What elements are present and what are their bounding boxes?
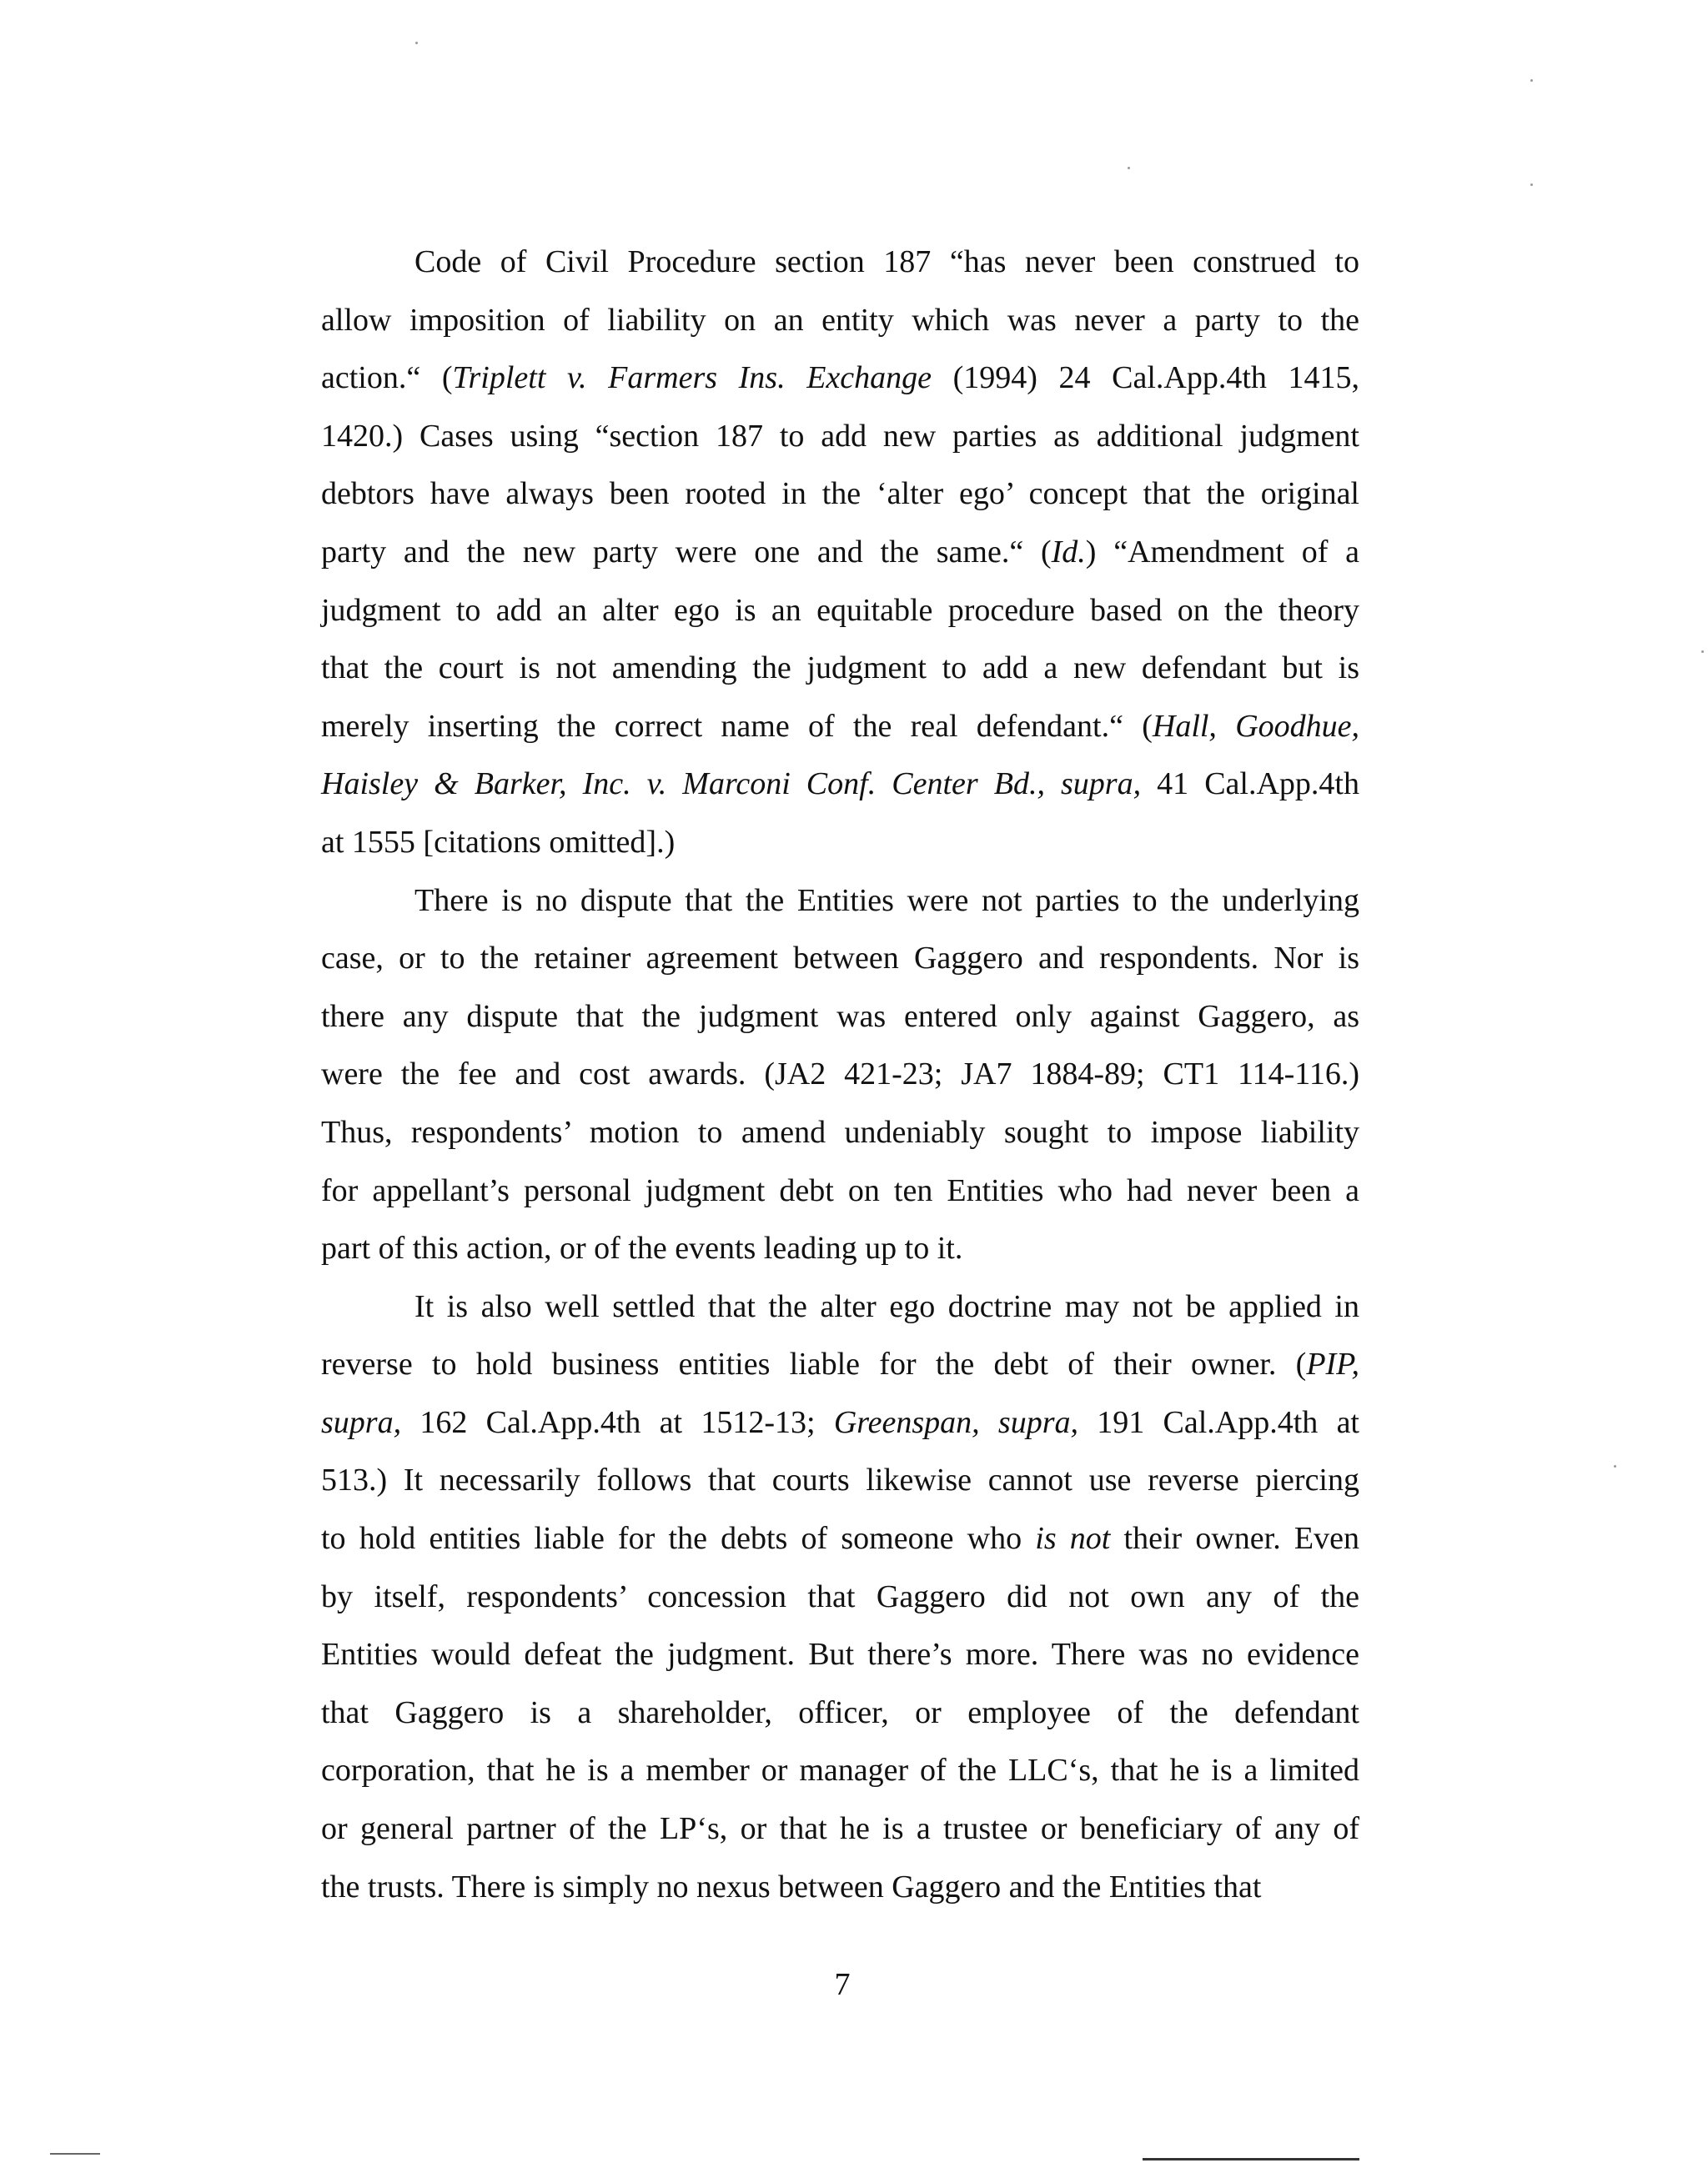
text-run: at 1555 [citations omitted].) bbox=[321, 824, 676, 860]
text-line bbox=[321, 1568, 1359, 1627]
text-line bbox=[321, 698, 1359, 756]
text-run: judgment to add an alter ego is an equitable procedure based on the theory bbox=[321, 592, 1359, 628]
text-run: were the fee and cost awards. (JA2 421-23; JA7 1884-89; CT1 114-116.) bbox=[321, 1056, 1359, 1092]
text-line bbox=[321, 1800, 1359, 1859]
scan-speck bbox=[1701, 650, 1704, 653]
text-line bbox=[321, 408, 1359, 466]
citation-italic: Triplett v. Farmers Ins. Exchange bbox=[452, 360, 932, 396]
paragraph bbox=[321, 233, 1359, 872]
text-run: debtors have always been rooted in the ‘alter ego’ concept that the original bbox=[321, 476, 1359, 512]
text-line bbox=[321, 1394, 1359, 1453]
text-run: by itself, respondents’ concession that Gaggero did not own any of the bbox=[321, 1578, 1359, 1614]
text-line bbox=[321, 640, 1359, 698]
text-run: the trusts. There is simply no nexus between Gaggero and the Entities that bbox=[321, 1869, 1262, 1905]
text-run: 41 Cal.App.4th bbox=[1141, 766, 1359, 802]
citation-italic: Hall, Goodhue, bbox=[1152, 708, 1360, 744]
paragraph bbox=[321, 872, 1359, 1278]
text-line bbox=[321, 1336, 1359, 1394]
text-line bbox=[321, 755, 1359, 814]
scan-mark bbox=[50, 2153, 100, 2155]
citation-italic: Greenspan, supra, bbox=[833, 1404, 1078, 1440]
text-run: party and the new party were one and the same.“ ( bbox=[321, 534, 1052, 570]
text-run: merely inserting the correct name of the real defendant.“ ( bbox=[321, 708, 1153, 744]
text-run: their owner. Even bbox=[1110, 1521, 1359, 1557]
citation-italic: is not bbox=[1035, 1521, 1111, 1557]
text-run: Thus, respondents’ motion to amend undeniably sought to impose liability bbox=[321, 1114, 1359, 1150]
text-line bbox=[321, 349, 1359, 408]
text-run: part of this action, or of the events leading up to it. bbox=[321, 1231, 963, 1267]
text-run: 513.) It necessarily follows that courts likewise cannot use reverse piercing bbox=[321, 1463, 1359, 1498]
text-line bbox=[321, 1278, 1359, 1337]
text-run: case, or to the retainer agreement between Gaggero and respondents. Nor is bbox=[321, 941, 1359, 976]
text-line bbox=[321, 1742, 1359, 1800]
text-line bbox=[321, 1104, 1359, 1162]
text-run: or general partner of the LP‘s, or that he is a trustee or beneficiary of any of bbox=[321, 1811, 1359, 1847]
citation-italic: Haisley & Barker, Inc. v. Marconi Conf. Center Bd., supra, bbox=[321, 766, 1142, 802]
body-text bbox=[321, 233, 1359, 1916]
text-line bbox=[321, 465, 1359, 524]
scan-speck bbox=[415, 42, 418, 44]
paragraph bbox=[321, 1278, 1359, 1917]
text-run: 191 Cal.App.4th at bbox=[1078, 1404, 1359, 1440]
citation-italic: PIP, bbox=[1306, 1347, 1359, 1383]
text-line bbox=[321, 582, 1359, 640]
text-run: There is no dispute that the Entities were not parties to the underlying bbox=[414, 882, 1359, 918]
text-line bbox=[321, 814, 1359, 872]
text-line bbox=[321, 233, 1359, 292]
text-line bbox=[321, 872, 1359, 931]
text-run: Code of Civil Procedure section 187 “has never been construed to bbox=[414, 244, 1359, 279]
text-run: there any dispute that the judgment was entered only against Gaggero, as bbox=[321, 998, 1359, 1034]
text-run: that Gaggero is a shareholder, officer, or employee of the defendant bbox=[321, 1694, 1359, 1730]
text-line bbox=[321, 1859, 1359, 1917]
citation-italic: supra, bbox=[321, 1404, 402, 1440]
text-run: to hold entities liable for the debts of someone who bbox=[321, 1521, 1036, 1557]
text-run: Entities would defeat the judgment. But there’s more. There was no evidence bbox=[321, 1637, 1359, 1673]
scan-speck bbox=[1614, 1465, 1616, 1468]
text-line bbox=[321, 988, 1359, 1046]
scan-speck bbox=[1530, 183, 1533, 186]
text-run: for appellant’s personal judgment debt on ten Entities who had never been a bbox=[321, 1172, 1359, 1208]
page-number: 7 bbox=[834, 1967, 851, 2002]
text-run: 1420.) Cases using “section 187 to add new parties as additional judgment bbox=[321, 418, 1359, 454]
text-line bbox=[321, 1220, 1359, 1278]
text-line bbox=[321, 930, 1359, 988]
text-line bbox=[321, 1684, 1359, 1743]
text-line bbox=[321, 292, 1359, 350]
citation-italic: Id. bbox=[1051, 534, 1086, 570]
text-line bbox=[321, 1452, 1359, 1510]
text-run: (1994) 24 Cal.App.4th 1415, bbox=[932, 360, 1360, 396]
text-run: It is also well settled that the alter ego doctrine may not be applied in bbox=[414, 1288, 1359, 1324]
text-run: action.“ ( bbox=[321, 360, 453, 396]
text-run: reverse to hold business entities liable for the debt of their owner. ( bbox=[321, 1347, 1307, 1383]
text-run: ) “Amendment of a bbox=[1085, 534, 1360, 570]
text-line bbox=[321, 1626, 1359, 1684]
text-run: allow imposition of liability on an entity which was never a party to the bbox=[321, 302, 1359, 338]
footer-rule bbox=[1143, 2158, 1359, 2160]
text-line bbox=[321, 524, 1359, 582]
text-line bbox=[321, 1510, 1359, 1568]
text-run: corporation, that he is a member or manager of the LLC‘s, that he is a limited bbox=[321, 1753, 1359, 1789]
text-run: that the court is not amending the judgment to add a new defendant but is bbox=[321, 650, 1359, 686]
scan-speck bbox=[1530, 79, 1533, 82]
scan-speck bbox=[1128, 167, 1130, 169]
text-line bbox=[321, 1046, 1359, 1104]
text-run: 162 Cal.App.4th at 1512-13; bbox=[401, 1404, 834, 1440]
text-line bbox=[321, 1162, 1359, 1221]
